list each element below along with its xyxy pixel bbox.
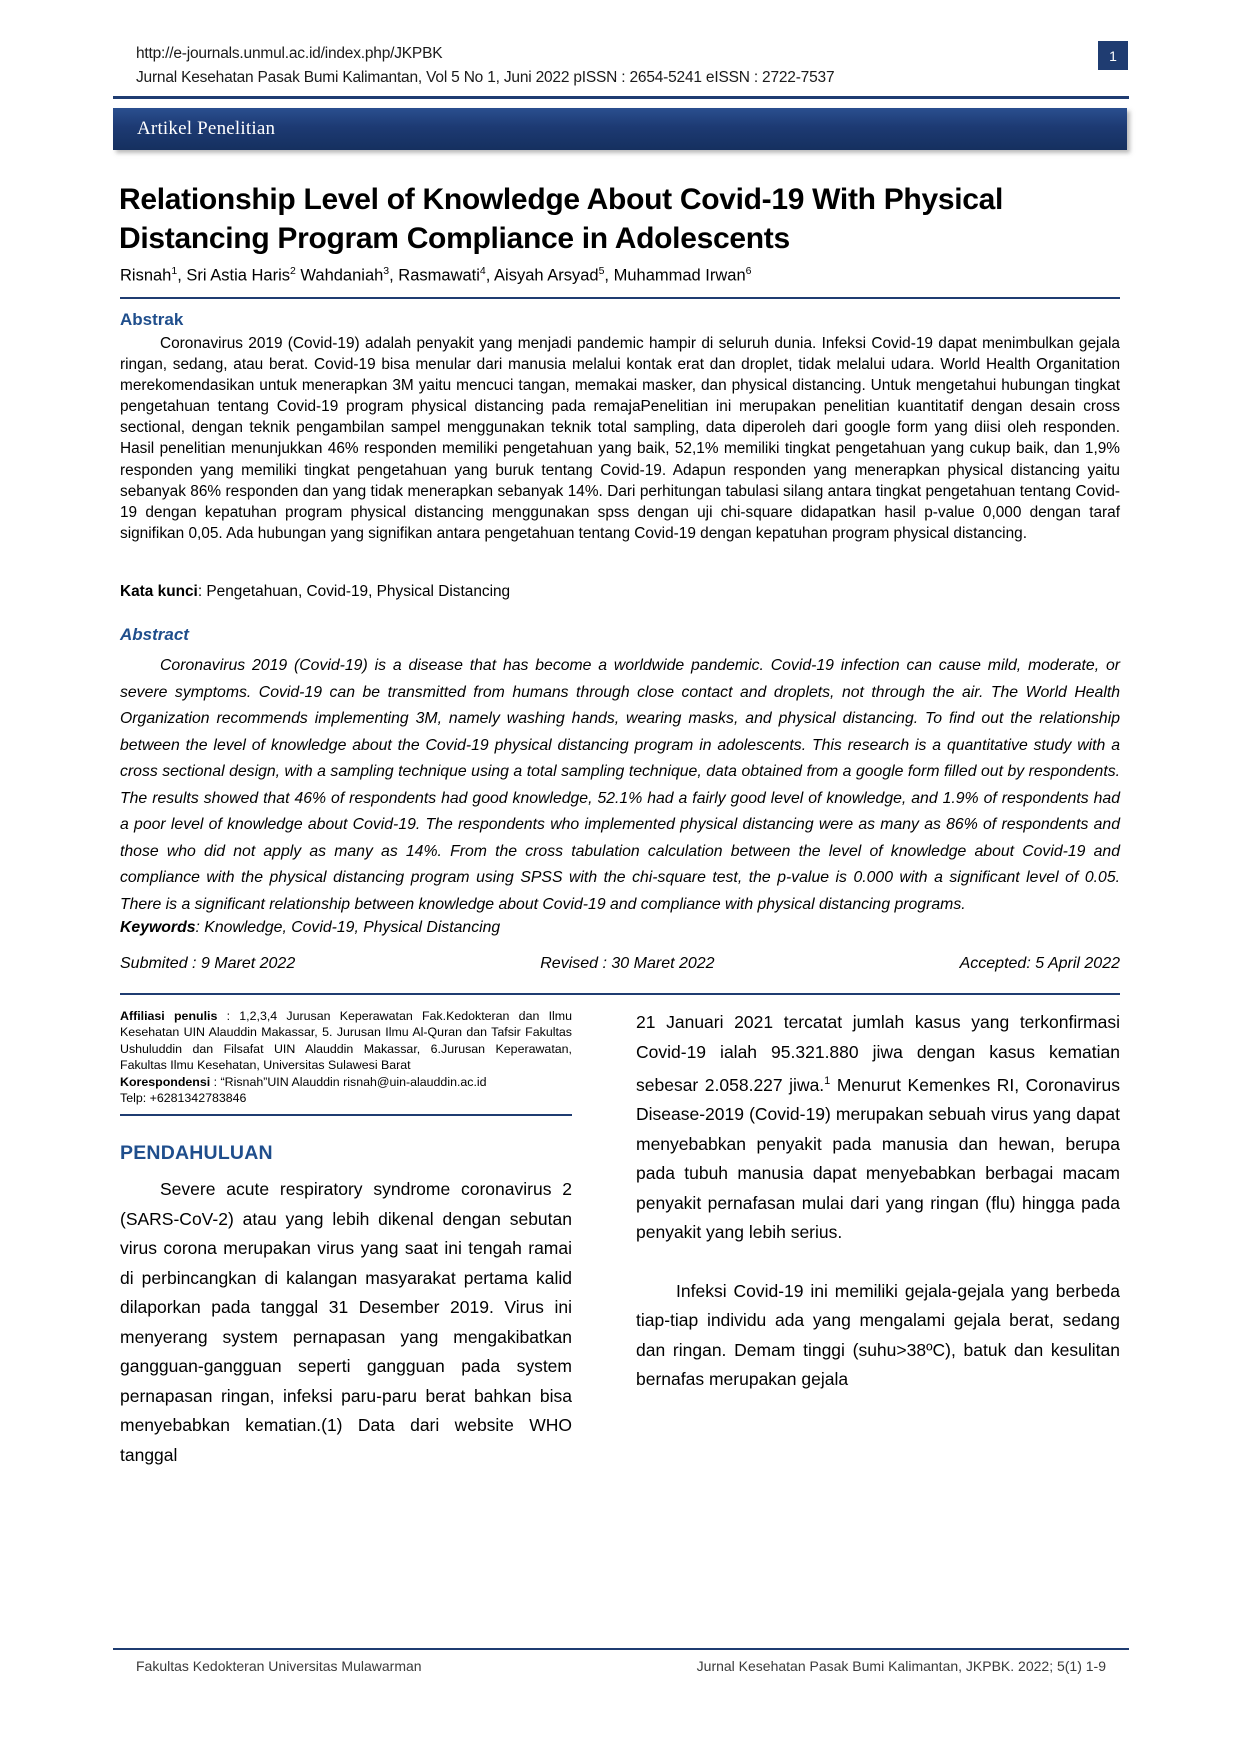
journal-url: http://e-journals.unmul.ac.id/index.php/JKPBK: [136, 45, 443, 62]
running-head: [136, 42, 1016, 90]
date-revised-value: : 30 Maret 2022: [602, 955, 715, 972]
author-list: Risnah$^1$, Sri Astia Haris$^2$ Wahdaniah$^3$, Rasmawati$^4$, Aisyah Arsyad$^5$, Muhammad Irwan$^6$: [120, 265, 752, 285]
page-title: Relationship Level of Knowledge About Covid-19 With Physical Distancing Program Compliance in Adolescents: [119, 183, 1004, 255]
date-accepted-value: : 5 April 2022: [1026, 955, 1120, 972]
affiliation-label: Affiliasi penulis: [120, 1009, 218, 1023]
date-submitted-value: : 9 Maret 2022: [192, 955, 296, 972]
abstract-body: [120, 653, 1120, 918]
abstract-text: Coronavirus 2019 (Covid-19) is a disease that has become a worldwide pandemic. Covid-19 infection can cause mild, moderate, or severe symptoms. Covid-19 can be transmitted from humans through close contact and droplets, not through the air. The World Health Organization recommends implementing 3M, namely washing hands, wearing masks, and physical distancing. To find out the relationship between the level of knowledge about the Covid-19 physical distancing program in adolescents. This research is a quantitative study with a cross sectional design, with a sampling technique using a total sampling technique, data obtained from a google form filled out by respondents. The results showed that 46% of respondents had good knowledge, 52.1% had a fairly good level of knowledge, and 1.9% of respondents had a poor level of knowledge about Covid-19. The respondents who implemented physical distancing were as many as 86% of respondents and those who did not apply as many as 14%. From the cross tabulation calculation between the level of knowledge about Covid-19 and compliance with the physical distancing program using SPSS with the chi-square test, the p-value is 0.000 with a significant level of 0.05. There is a significant relationship between knowledge about Covid-19 and compliance with physical distancing programs.: [120, 657, 1120, 913]
affiliation-divider: [120, 1114, 572, 1116]
date-accepted: [960, 955, 1120, 973]
citation-marker: 1: [824, 1075, 831, 1087]
dates-divider: [120, 993, 1120, 995]
left-column: [120, 1008, 572, 1470]
date-submitted-label: Submited: [120, 955, 188, 972]
intro-left-paragraph: [120, 1175, 572, 1470]
intro-left-paragraph-text: Severe acute respiratory syndrome coronavirus 2 (SARS-CoV-2) atau yang lebih dikenal dengan sebutan virus corona merupakan virus yang saat ini tengah ramai di perbincangkan di kalangan masyarakat pertama kalid dilaporkan pada tanggal 31 Desember 2019. Virus ini menyerang system pernapasan yang mengakibatkan gangguan-gangguan seperti gangguan pada system pernapasan ringan, infeksi paru-paru berat bahkan bisa menyebabkan kematian.(1) Data dari website WHO tanggal: [120, 1179, 572, 1465]
journal-issue-line: Jurnal Kesehatan Pasak Bumi Kalimantan, Vol 5 No 1, Juni 2022 pISSN : 2654-5241 eISSN : 2722-7537: [136, 69, 835, 86]
correspondence-text: : “Risnah”UIN Alauddin risnah@uin-alauddin.ac.id: [210, 1074, 487, 1089]
abstract-keywords-value: : Knowledge, Covid-19, Physical Distancing: [195, 919, 501, 936]
article-type-label: Artikel Penelitian: [137, 118, 276, 139]
publication-dates: [120, 955, 1120, 973]
title-divider: [120, 297, 1120, 299]
abstract-keywords: [120, 915, 1120, 942]
right-column: [636, 1008, 1120, 1395]
abstrak-keywords: [120, 581, 1120, 602]
intro-right-text: [636, 1008, 1120, 1395]
intro-right-p1-post: Menurut Kemenkes RI, Coronavirus Disease-2019 (Covid-19) merupakan sebuah virus yang dapat menyebabkan penyakit pada manusia dan hewan, berupa pada tubuh manusia dapat menyebabkan berbagai macam penyakit pernafasan mulai dari yang ringan (flu) hingga pada penyakit yang lebih serius.: [636, 1074, 1120, 1243]
abstrak-text: Coronavirus 2019 (Covid-19) adalah penyakit yang menjadi pandemic hampir di seluruh dunia. Infeksi Covid-19 dapat menimbulkan gejala ringan, sedang, atau berat. Covid-19 bisa menular dari manusia melalui kontak erat dan droplet, tidak melalui udara. World Health Organitation merekomendasikan untuk menerapkan 3M yaitu mencuci tangan, memakai masker, dan physical distancing. Untuk mengetahui hubungan tingkat pengetahuan tentang Covid-19 program physical distancing pada remajaPenelitian ini merupakan penelitian kuantitatif dengan desain cross sectional, dengan teknik pengambilan sampel menggunakan teknik total sampling, data diperoleh dari google form yang diisi oleh responden. Hasil penelitian menunjukkan 46% responden memiliki pengetahuan yang baik, 52,1% memiliki tingkat pengetahuan yang cukup baik, dan 1,9% responden yang memiliki tingkat pengetahuan yang buruk tentang Covid-19. Adapun responden yang menerapkan physical distancing yaitu sebanyak 86% responden dan yang tidak menerapkan sebanyak 14%. Dari perhitungan tabulasi silang antara tingkat pengetahuan tentang Covid-19 dengan kepatuhan program physical distancing menggunakan spss dengan uji chi-square didapatkan hasil p-value 0,000 dengan taraf signifikan 0,05. Ada hubungan yang signifikan antara pengetahuan tentang Covid-19 dengan kepatuhan program physical distancing.: [120, 335, 1120, 542]
affiliation-line: [120, 1008, 572, 1074]
date-accepted-label: Accepted: [959, 955, 1027, 972]
footer-divider: [113, 1648, 1129, 1650]
date-revised: [540, 955, 714, 973]
correspondence-label: Korespondensi: [120, 1074, 211, 1089]
page-number-badge: 1: [1098, 41, 1128, 70]
intro-right-p1-pre: 21 Januari 2021 tercatat jumlah kasus yang terkonfirmasi Covid-19 ialah 95.321.880 jiwa dengan kasus kematian sebesar 2.058.227 jiwa.: [636, 1012, 1120, 1095]
intro-right-p2-text: Infeksi Covid-19 ini memiliki gejala-gejala yang berbeda tiap-tiap individu ada yang mengalami gejala berat, sedang dan ringan. Demam tinggi (suhu>38ºC), batuk dan kesulitan bernafas merupakan gejala: [636, 1280, 1120, 1390]
abstrak-keywords-value: : Pengetahuan, Covid-19, Physical Distancing: [197, 583, 511, 600]
intro-right-paragraph-1: [636, 1008, 1120, 1248]
intro-left-text: [120, 1175, 572, 1470]
footer-right: Jurnal Kesehatan Pasak Bumi Kalimantan, JKPBK. 2022; 5(1) 1-9: [696, 1658, 1106, 1674]
section-heading-pendahuluan: PENDAHULUAN: [120, 1142, 273, 1165]
abstrak-body: [120, 333, 1120, 544]
abstract-heading: Abstract: [120, 625, 189, 644]
header-divider: [113, 96, 1129, 99]
correspondence-line: [120, 1074, 572, 1090]
date-revised-label: Revised: [540, 955, 599, 972]
abstract-keywords-label: Keywords: [120, 919, 196, 936]
telephone-line: Telp: +6281342783846: [120, 1091, 247, 1106]
abstrak-keywords-label: Kata kunci: [120, 583, 198, 600]
intro-right-paragraph-2: [636, 1277, 1120, 1395]
affiliation-block: [120, 1008, 572, 1106]
abstrak-heading: Abstrak: [120, 310, 184, 329]
page-footer: [136, 1658, 1106, 1674]
article-type-banner: [113, 108, 1127, 150]
affiliation-text: : 1,2,3,4 Jurusan Keperawatan Fak.Kedokteran dan Ilmu Kesehatan UIN Alauddin Makassar, 5. Jurusan Ilmu Al-Quran dan Tafsir Fakultas Ushuluddin dan Filsafat UIN Alauddin Makassar, 6.Jurusan Keperawatan, Fakultas Ilmu Kesehatan, Universitas Sulawesi Barat: [120, 1009, 572, 1073]
footer-left: Fakultas Kedokteran Universitas Mulawarman: [136, 1658, 422, 1674]
date-submitted: [120, 955, 295, 973]
